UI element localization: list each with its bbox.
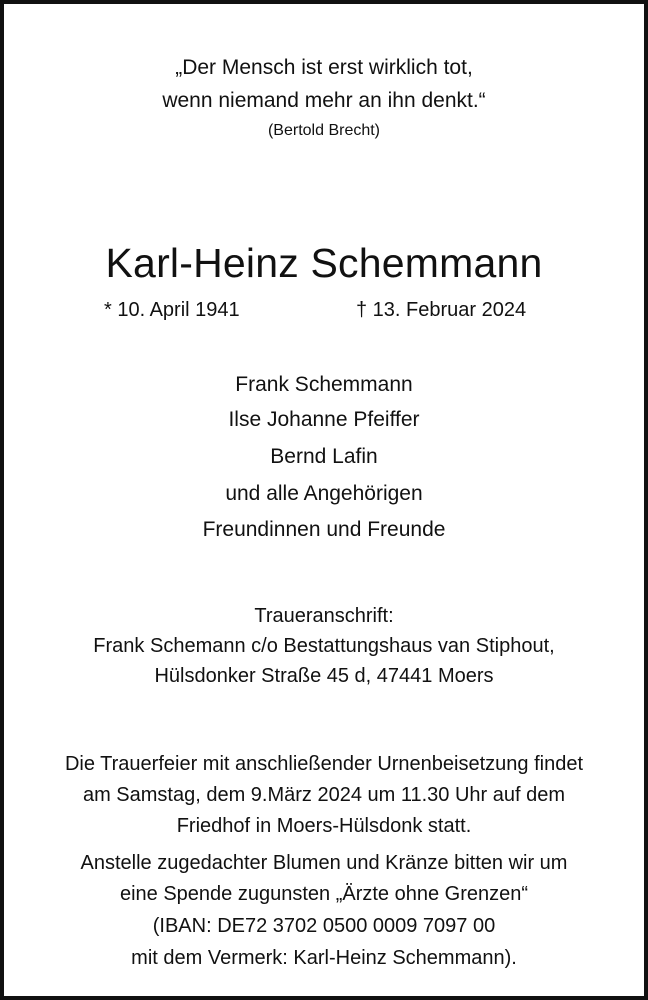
birth-date: * 10. April 1941 <box>104 299 240 321</box>
donation-line-3: (IBAN: DE72 3702 0500 0009 7097 00 <box>152 915 496 937</box>
deceased-name: Karl-Heinz Schemmann <box>105 240 543 286</box>
donation-line-4: mit dem Vermerk: Karl-Heinz Schemmann). <box>131 947 517 969</box>
mourner-3: Bernd Lafin <box>270 445 378 468</box>
mourner-4: und alle Angehörigen <box>225 482 423 505</box>
address-line-2: Hülsdonker Straße 45 d, 47441 Moers <box>154 665 494 687</box>
donation-line-1: Anstelle zugedachter Blumen und Kränze bitten wir um <box>80 852 568 874</box>
mourner-1: Frank Schemmann <box>235 373 413 396</box>
quote-author: (Bertold Brecht) <box>267 122 381 139</box>
address-line-1: Frank Schemann c/o Bestattungshaus van Stiphout, <box>93 635 555 657</box>
death-date: † 13. Februar 2024 <box>356 299 527 321</box>
ceremony-line-2: am Samstag, dem 9.März 2024 um 11.30 Uhr auf dem <box>82 784 566 806</box>
donation-line-2: eine Spende zugunsten „Ärzte ohne Grenzen“ <box>119 883 529 905</box>
ceremony-line-1: Die Trauerfeier mit anschließender Urnenbeisetzung findet <box>64 753 584 775</box>
address-label: Traueranschrift: <box>254 605 394 627</box>
mourner-2: Ilse Johanne Pfeiffer <box>228 408 420 431</box>
ceremony-line-3: Friedhof in Moers-Hülsdonk statt. <box>176 815 472 837</box>
mourner-5: Freundinnen und Freunde <box>202 518 446 541</box>
quote-line-2: wenn niemand mehr an ihn denkt.“ <box>162 89 486 112</box>
quote-line-1: „Der Mensch ist erst wirklich tot, <box>175 56 473 79</box>
